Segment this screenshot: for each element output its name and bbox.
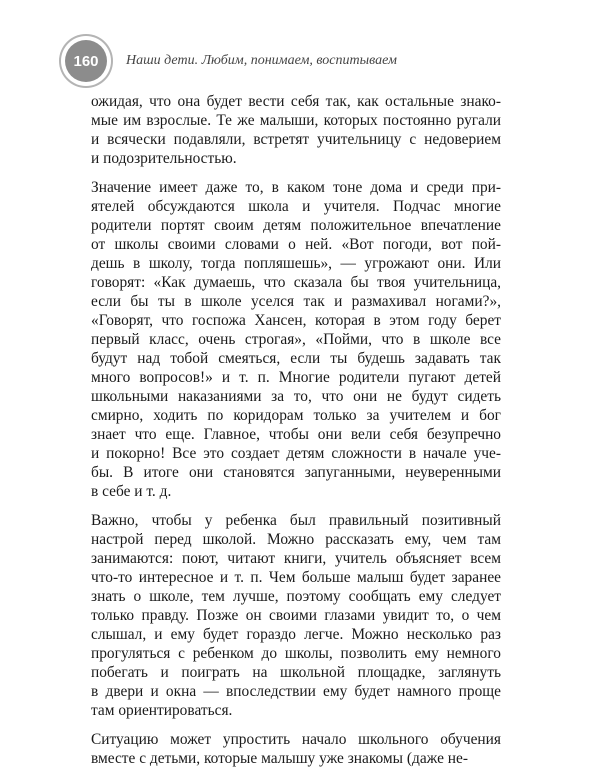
text-line: школьными наказаниями за то, что они не будут сидеть	[91, 388, 501, 405]
text-line: Ситуацию может упростить начало школьного обучения	[91, 731, 501, 748]
running-header: Наши дети. Любим, понимаем, воспитываем	[126, 53, 397, 68]
page-number-badge	[65, 40, 107, 82]
paragraph	[91, 92, 501, 168]
page-body	[91, 92, 501, 778]
text-line: в себе и т. д.	[91, 483, 172, 500]
page-number: 160	[73, 52, 99, 70]
paragraph	[91, 178, 501, 501]
paragraph	[91, 511, 501, 720]
text-line: слышал, и ему будет гораздо легче. Можно несколько раз	[91, 626, 501, 643]
text-line: знает что еще. Главное, чтобы они вели себя безупречно	[91, 426, 501, 443]
text-line: смирно, ходить по коридорам только за учителем и бог	[91, 407, 501, 424]
text-line: Важно, чтобы у ребенка был правильный позитивный	[91, 512, 501, 529]
text-line: ятелей обсуждаются школа и учителя. Подчас многие	[91, 198, 501, 215]
text-line: Значение имеет даже то, в каком тоне дома и среди при-	[91, 179, 501, 196]
text-line: прогуляться с ребенком до школы, позволить ему немного	[91, 645, 501, 662]
text-line: много вопросов!» и т. п. Многие родители пугают детей	[91, 369, 501, 386]
text-line: и покорно! Все это создает детям сложности в начале уче-	[91, 445, 501, 462]
paragraph	[91, 730, 501, 768]
text-line: говорят: «Как думаешь, что сказала бы твоя учительница,	[91, 274, 501, 291]
text-line: ожидая, что она будет вести себя так, как остальные знако-	[91, 93, 501, 110]
text-line: дешь в школу, тогда попляшешь», — угрожают они. Или	[91, 255, 501, 272]
text-line: если бы ты в школе уселся так и размахивал ногами?»,	[91, 293, 501, 310]
text-line: и подозрительностью.	[91, 150, 237, 167]
text-line: от школы своими словами о ней. «Вот погоди, вот пой-	[91, 236, 501, 253]
text-line: в двери и окна — впоследствии ему будет намного проще	[91, 683, 501, 700]
text-line: занимаются: поют, читают книги, учитель объясняет всем	[91, 550, 501, 567]
text-line: побегать и поиграть на школьной площадке, заглянуть	[91, 664, 501, 681]
text-line: вместе с детьми, которые малышу уже знакомы (даже не-	[91, 750, 468, 767]
text-line: родители портят своим детям положительное впечатление	[91, 217, 501, 234]
text-line: знать о школе, тем лучше, поэтому сообщать ему следует	[91, 588, 501, 605]
text-line: будут над тобой смеяться, если ты будешь задавать так	[91, 350, 501, 367]
text-line: бы. В итоге они становятся запуганными, неуверенными	[91, 464, 501, 481]
text-line: что-то интересное и т. п. Чем больше малыш будет заранее	[91, 569, 501, 586]
text-line: «Говорят, что госпожа Хансен, которая в этом году берет	[91, 312, 501, 329]
text-line: настрой перед школой. Можно рассказать ему, чем там	[91, 531, 501, 548]
text-line: там ориентироваться.	[91, 702, 233, 719]
text-line: первый класс, очень строгая», «Пойми, что в школе все	[91, 331, 501, 348]
text-line: мые им взрослые. Те же малыши, которых постоянно ругали	[91, 112, 501, 129]
text-line: и всячески подавляли, встретят учительницу с недоверием	[91, 131, 501, 148]
text-line: только правду. Позже он своими глазами увидит то, о чем	[91, 607, 501, 624]
